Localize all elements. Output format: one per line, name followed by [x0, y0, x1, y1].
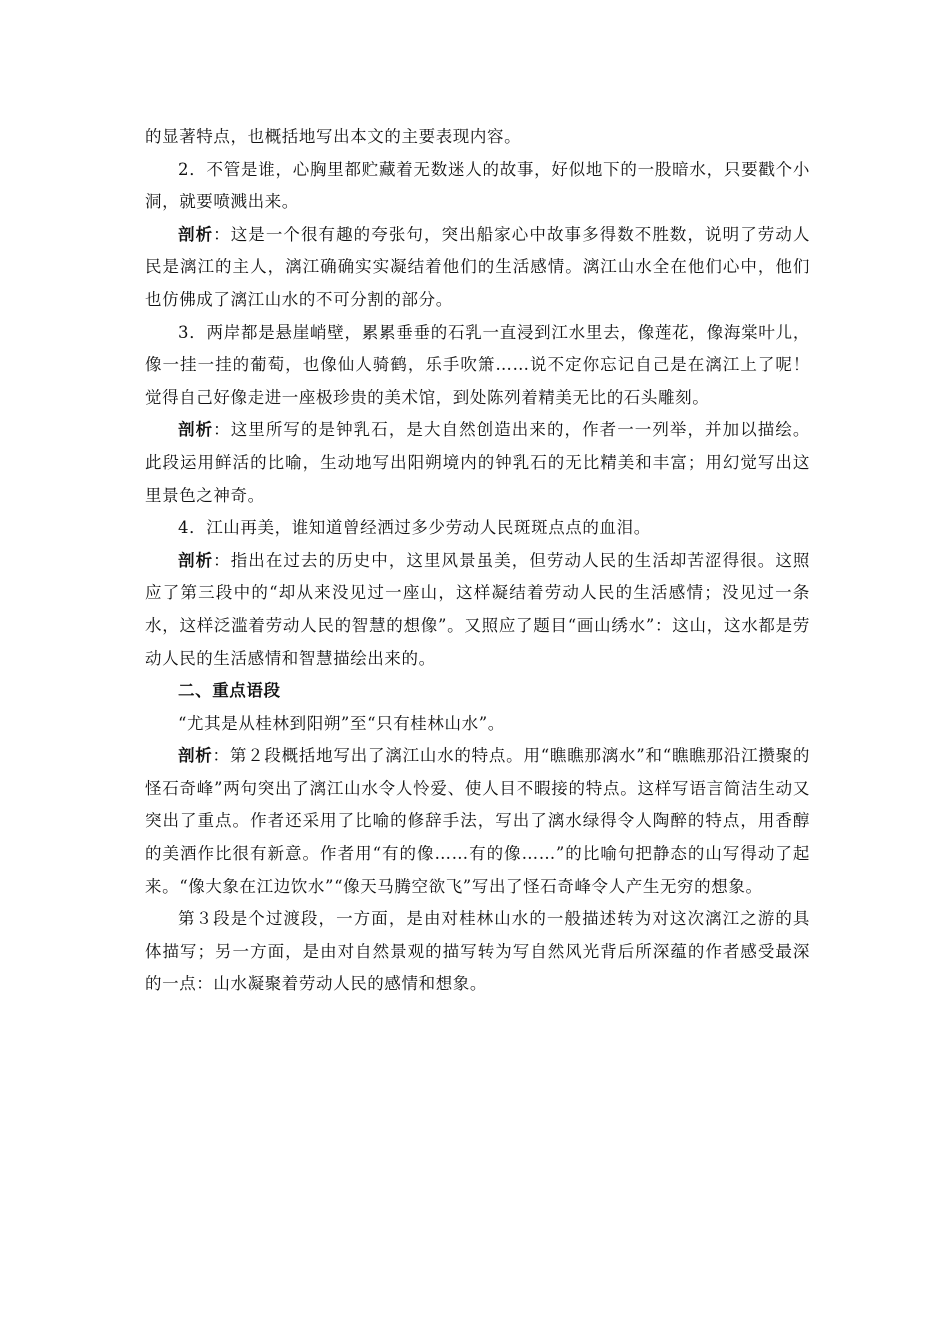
paragraph-2	[145, 154, 810, 219]
analysis-label: 剖析	[178, 420, 214, 440]
analysis-label: 剖析	[178, 550, 214, 570]
analysis-paragraph-2	[145, 414, 810, 512]
paragraph-text: 3．两岸都是悬崖峭壁，累累垂垂的石乳一直浸到江水里去，像莲花，像海棠叶儿，像一挂一挂的葡萄，也像仙人骑鹤，乐手吹箫……说不定你忘记自己是在漓江上了呢！觉得自己好像走进一座极珍贵的美术馆，到处陈列着精美无比的石头雕刻。	[145, 322, 810, 407]
paragraph-text: 4．江山再美，谁知道曾经洒过多少劳动人民斑斑点点的血泪。	[178, 518, 651, 538]
analysis-paragraph-4	[145, 740, 810, 903]
analysis-label: 剖析	[178, 224, 214, 244]
section-heading-text: 二、重点语段	[178, 681, 281, 701]
analysis-label: 剖析	[178, 746, 213, 766]
section-heading	[145, 675, 810, 708]
paragraph-text: 2．不管是谁，心胸里都贮藏着无数迷人的故事，好似地下的一股暗水，只要戳个小洞，就要喷溅出来。	[145, 159, 810, 212]
paragraph-5	[145, 708, 810, 741]
paragraph-text: ：第２段概括地写出了漓江山水的特点。用“瞧瞧那漓水”和“瞧瞧那沿江攒聚的怪石奇峰”两句突出了漓江山水令人怜爱、使人目不暇接的特点。这样写语言简洁生动又突出了重点。作者还采用了比喻的修辞手法，写出了漓水绿得令人陶醉的特点，用香醇的美酒作比很有新意。作者用“有的像……有的像……”的比喻句把静态的山写得动了起来。“像大象在江边饮水”“像天马腾空欲飞”写出了怪石奇峰令人产生无穷的想象。	[145, 746, 810, 896]
paragraph-3	[145, 317, 810, 415]
analysis-paragraph-1	[145, 219, 810, 317]
paragraph-1	[145, 121, 810, 154]
paragraph-4	[145, 512, 810, 545]
paragraph-text: ：这是一个很有趣的夸张句，突出船家心中故事多得数不胜数，说明了劳动人民是漓江的主人，漓江确确实实凝结着他们的生活感情。漓江山水全在他们心中，他们也仿佛成了漓江山水的不可分割的部分。	[145, 224, 810, 309]
paragraph-text: ：这里所写的是钟乳石，是大自然创造出来的，作者一一列举，并加以描绘。此段运用鲜活的比喻，生动地写出阳朔境内的钟乳石的无比精美和丰富；用幻觉写出这里景色之神奇。	[145, 420, 810, 505]
document-body	[145, 121, 810, 1001]
analysis-paragraph-3	[145, 545, 810, 675]
paragraph-text: 第３段是个过渡段，一方面，是由对桂林山水的一般描述转为对这次漓江之游的具体描写；另一方面，是由对自然景观的描写转为写自然风光背后所深蕴的作者感受最深的一点：山水凝聚着劳动人民的感情和想象。	[145, 909, 810, 994]
paragraph-text: 的显著特点，也概括地写出本文的主要表现内容。	[145, 127, 522, 146]
paragraph-text: ：指出在过去的历史中，这里风景虽美，但劳动人民的生活却苦涩得很。这照应了第三段中的“却从来没见过一座山，这样凝结着劳动人民的生活感情；没见过一条水，这样泛滥着劳动人民的智慧的想像”。又照应了题目“画山绣水”：这山，这水都是劳动人民的生活感情和智慧描绘出来的。	[145, 550, 810, 668]
paragraph-text: “尤其是从桂林到阳朔”至“只有桂林山水”。	[178, 713, 505, 733]
paragraph-6	[145, 903, 810, 1001]
